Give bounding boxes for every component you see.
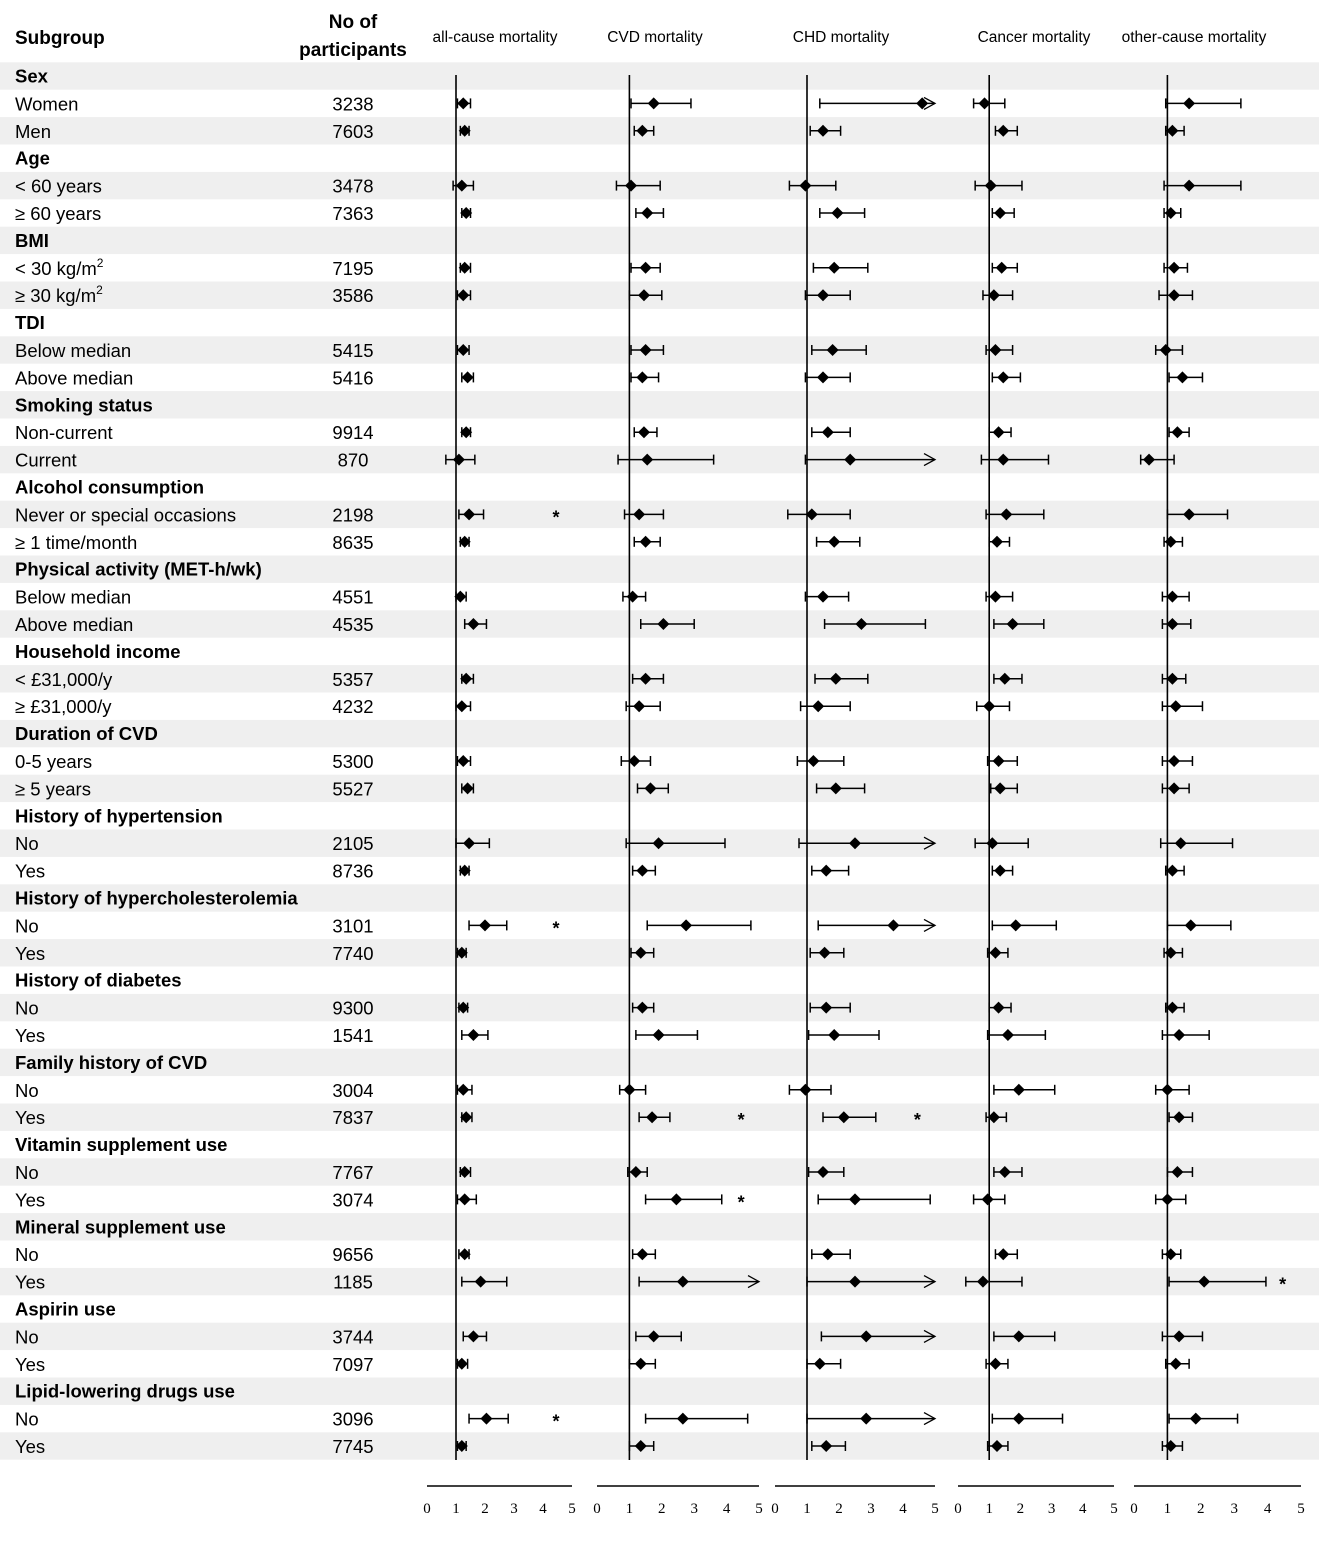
group-label: Duration of CVD xyxy=(15,723,158,745)
point-estimate xyxy=(989,1358,1001,1370)
participant-count: 4232 xyxy=(332,696,374,718)
subgroup-label: ≥ 60 years xyxy=(15,203,102,224)
point-estimate xyxy=(1161,1084,1173,1096)
point-estimate xyxy=(640,536,652,548)
point-estimate xyxy=(1173,1029,1185,1041)
point-estimate xyxy=(1013,1084,1025,1096)
point-estimate xyxy=(991,536,1003,548)
subgroup-label: ≥ £31,000/y xyxy=(15,696,112,718)
subgroup-label: No xyxy=(15,997,39,1019)
point-estimate xyxy=(993,426,1005,438)
outcome-header-3: Cancer mortality xyxy=(977,29,1091,46)
point-estimate xyxy=(828,536,840,548)
point-estimate xyxy=(1170,1358,1182,1370)
subgroup-label: ≥ 30 $kg/m^2$ xyxy=(15,283,103,307)
point-estimate xyxy=(1170,700,1182,712)
subgroup-label: ≥ 5 years xyxy=(15,778,91,800)
tick-label: 1 xyxy=(625,1501,634,1517)
point-estimate xyxy=(1002,1029,1014,1041)
subgroup-label: Non-current xyxy=(15,422,113,444)
point-estimate xyxy=(996,262,1008,274)
tick-label: 4 xyxy=(1079,1501,1087,1517)
subgroup-label: Yes xyxy=(15,1436,46,1457)
point-estimate xyxy=(648,97,660,109)
subgroup-label: Yes xyxy=(15,1189,46,1211)
point-estimate xyxy=(653,1029,665,1041)
subgroup-label: ≥ 1 time/month xyxy=(15,531,138,553)
participant-count: 2198 xyxy=(332,504,374,526)
point-estimate xyxy=(994,865,1006,877)
point-estimate xyxy=(670,1193,682,1205)
subgroup-label: No xyxy=(15,1079,39,1101)
group-label: Smoking status xyxy=(15,394,153,416)
point-estimate xyxy=(993,755,1005,767)
subgroup-label: < £31,000/y xyxy=(15,668,113,690)
participant-count: 4535 xyxy=(332,614,374,635)
interaction-asterisk: * xyxy=(737,1192,745,1213)
point-estimate xyxy=(457,97,469,109)
row-band xyxy=(0,720,1319,747)
point-estimate xyxy=(887,919,899,931)
subgroup-label: < 60 years xyxy=(15,175,102,197)
tick-label: 3 xyxy=(510,1501,518,1517)
tick-label: 4 xyxy=(539,1501,547,1517)
interaction-asterisk: * xyxy=(913,1110,921,1131)
group-label: Vitamin supplement use xyxy=(15,1134,228,1156)
row-band xyxy=(0,62,1319,89)
subgroup-label: No xyxy=(15,915,39,937)
point-estimate xyxy=(982,1193,994,1205)
point-estimate xyxy=(1165,1248,1177,1260)
participant-count: 7767 xyxy=(332,1162,374,1183)
subgroup-label: No xyxy=(15,1162,39,1183)
tick-label: 4 xyxy=(1263,1501,1272,1517)
point-estimate xyxy=(1183,97,1195,109)
participant-count: 9914 xyxy=(332,422,374,444)
tick-label: 5 xyxy=(1110,1501,1118,1517)
tick-label: 3 xyxy=(1047,1501,1056,1517)
subgroup-label: Below median xyxy=(15,586,132,608)
group-label: Family history of CVD xyxy=(15,1051,208,1073)
point-estimate xyxy=(641,207,653,219)
participant-count: 7603 xyxy=(332,120,374,142)
participant-count: 7097 xyxy=(332,1353,374,1375)
tick-label: 4 xyxy=(722,1501,731,1517)
point-estimate xyxy=(633,700,645,712)
tick-label: 2 xyxy=(1197,1501,1205,1517)
interaction-asterisk: * xyxy=(552,507,560,528)
tick-label: 0 xyxy=(423,1501,431,1517)
subgroup-label: No xyxy=(15,1244,39,1266)
tick-label: 1 xyxy=(985,1501,993,1517)
outcome-header-0: all-cause mortality xyxy=(432,29,558,46)
participant-count: 7745 xyxy=(332,1436,374,1457)
participant-count: 1541 xyxy=(332,1025,374,1046)
participant-count: 9656 xyxy=(332,1244,374,1266)
point-estimate xyxy=(1165,207,1177,219)
interaction-asterisk: * xyxy=(737,1110,745,1131)
point-estimate xyxy=(849,1193,861,1205)
participant-count: 5416 xyxy=(332,367,374,389)
subgroup-label: Men xyxy=(15,120,51,142)
row-band xyxy=(0,994,1319,1021)
outcome-header-2: CHD mortality xyxy=(792,29,890,46)
point-estimate xyxy=(1171,426,1183,438)
point-estimate xyxy=(1168,755,1180,767)
participant-count: 8736 xyxy=(332,860,374,882)
participant-count: 4551 xyxy=(332,586,374,608)
participant-count: 870 xyxy=(337,449,369,471)
row-band xyxy=(0,1158,1319,1185)
point-estimate xyxy=(983,700,995,712)
group-label: Age xyxy=(15,147,50,169)
point-estimate xyxy=(479,919,491,931)
tick-label: 0 xyxy=(954,1501,962,1517)
point-estimate xyxy=(989,591,1001,603)
participant-count: 7740 xyxy=(332,942,374,964)
subgroup-label: Below median xyxy=(15,340,132,361)
subgroup-header: Subgroup xyxy=(15,28,105,49)
tick-label: 2 xyxy=(658,1501,666,1517)
point-estimate xyxy=(459,1193,471,1205)
interaction-asterisk: * xyxy=(552,918,560,939)
point-estimate xyxy=(1176,371,1188,383)
subgroup-label: < 30 $kg/m^2$ xyxy=(15,255,104,279)
group-label: History of hypertension xyxy=(15,805,223,827)
point-estimate xyxy=(1013,1413,1025,1425)
point-estimate xyxy=(997,371,1009,383)
tick-label: 3 xyxy=(867,1501,875,1517)
point-estimate xyxy=(799,1084,811,1096)
outcome-header-1: CVD mortality xyxy=(607,29,703,46)
participant-count: 3074 xyxy=(332,1189,374,1211)
group-label: History of diabetes xyxy=(15,969,182,991)
participant-count: 3004 xyxy=(332,1079,374,1101)
interaction-asterisk: * xyxy=(1279,1274,1287,1295)
tick-label: 1 xyxy=(803,1501,811,1517)
point-estimate xyxy=(817,371,829,383)
group-label: Mineral supplement use xyxy=(15,1216,226,1238)
subgroup-label: Yes xyxy=(15,1025,46,1046)
tick-label: 2 xyxy=(835,1501,843,1517)
subgroup-label: Women xyxy=(15,93,79,115)
participant-count: 8635 xyxy=(332,531,374,553)
point-estimate xyxy=(1168,262,1180,274)
point-estimate xyxy=(640,262,652,274)
point-estimate xyxy=(480,1413,492,1425)
participant-count: 3586 xyxy=(332,285,374,307)
point-estimate xyxy=(462,371,474,383)
tick-label: 3 xyxy=(690,1501,698,1517)
point-estimate xyxy=(807,755,819,767)
tick-label: 5 xyxy=(1297,1501,1305,1517)
point-estimate xyxy=(456,700,468,712)
group-label: Sex xyxy=(15,65,48,87)
point-estimate xyxy=(820,865,832,877)
tick-label: 5 xyxy=(568,1501,576,1517)
point-estimate xyxy=(860,1413,872,1425)
participant-count: 2105 xyxy=(332,833,374,855)
subgroup-label: Current xyxy=(15,449,77,471)
subgroup-label: Never or special occasions xyxy=(15,504,237,526)
group-label: Physical activity (MET-h/wk) xyxy=(15,558,262,580)
point-estimate xyxy=(457,1084,469,1096)
point-estimate xyxy=(636,371,648,383)
subgroup-label: No xyxy=(15,1408,39,1430)
group-label: Household income xyxy=(15,640,181,662)
subgroup-label: Yes xyxy=(15,1271,46,1293)
participant-count: 3744 xyxy=(332,1326,374,1348)
point-estimate xyxy=(627,591,639,603)
point-estimate xyxy=(822,1248,834,1260)
point-estimate xyxy=(812,700,824,712)
group-label: Aspirin use xyxy=(15,1298,116,1320)
point-estimate xyxy=(677,1413,689,1425)
point-estimate xyxy=(623,1084,635,1096)
group-label: History of hypercholesterolemia xyxy=(15,887,298,909)
tick-label: 0 xyxy=(1130,1501,1138,1517)
subgroup-label: Yes xyxy=(15,942,46,964)
participants-header-line2: participants xyxy=(299,40,407,61)
outcome-header-4: other-cause mortality xyxy=(1121,29,1267,46)
row-band xyxy=(0,117,1319,144)
row-band xyxy=(0,227,1319,254)
participant-count: 5357 xyxy=(332,668,374,690)
point-estimate xyxy=(636,865,648,877)
point-estimate xyxy=(828,262,840,274)
participant-count: 5527 xyxy=(332,778,374,800)
subgroup-label: Yes xyxy=(15,860,46,882)
participant-count: 5300 xyxy=(332,751,374,772)
point-estimate xyxy=(1185,919,1197,931)
subgroup-label: No xyxy=(15,1326,39,1348)
point-estimate xyxy=(1166,865,1178,877)
subgroup-label: Yes xyxy=(15,1353,46,1375)
participant-count: 3238 xyxy=(332,93,374,115)
tick-label: 3 xyxy=(1230,1501,1238,1517)
point-estimate xyxy=(638,426,650,438)
group-label: Lipid-lowering drugs use xyxy=(15,1380,235,1402)
point-estimate xyxy=(822,426,834,438)
subgroup-label: Yes xyxy=(15,1107,46,1129)
tick-label: 1 xyxy=(1163,1501,1172,1517)
point-estimate xyxy=(1010,919,1022,931)
tick-label: 5 xyxy=(755,1501,763,1517)
point-estimate xyxy=(828,1029,840,1041)
participant-count: 1185 xyxy=(333,1271,373,1293)
point-estimate xyxy=(817,591,829,603)
group-label: Alcohol consumption xyxy=(15,476,205,498)
participant-count: 7363 xyxy=(332,203,374,224)
point-estimate xyxy=(680,919,692,931)
participant-count: 3096 xyxy=(332,1408,374,1430)
tick-label: 4 xyxy=(899,1501,907,1517)
interaction-asterisk: * xyxy=(552,1411,560,1432)
tick-label: 0 xyxy=(771,1501,779,1517)
tick-label: 2 xyxy=(481,1501,489,1517)
tick-label: 2 xyxy=(1016,1501,1025,1517)
point-estimate xyxy=(1165,536,1177,548)
participant-count: 9300 xyxy=(332,997,374,1019)
point-estimate xyxy=(994,207,1006,219)
point-estimate xyxy=(997,1248,1009,1260)
group-label: TDI xyxy=(15,312,45,334)
subgroup-label: Above median xyxy=(15,614,134,635)
point-estimate xyxy=(636,1248,648,1260)
tick-label: 0 xyxy=(593,1501,601,1517)
point-estimate xyxy=(467,1029,479,1041)
participant-count: 7837 xyxy=(332,1107,374,1129)
point-estimate xyxy=(1161,1193,1173,1205)
participant-count: 3478 xyxy=(332,175,374,197)
participant-count: 3101 xyxy=(332,915,374,937)
point-estimate xyxy=(814,1358,826,1370)
subgroup-label: 0-5 years xyxy=(15,751,93,772)
point-estimate xyxy=(457,755,469,767)
point-estimate xyxy=(831,207,843,219)
point-estimate xyxy=(1166,591,1178,603)
tick-label: 1 xyxy=(452,1501,460,1517)
tick-label: 5 xyxy=(931,1501,939,1517)
row-band xyxy=(0,1432,1319,1459)
participant-count: 5415 xyxy=(332,340,374,361)
subgroup-label: No xyxy=(15,833,39,855)
row-band xyxy=(0,939,1319,966)
point-estimate xyxy=(1190,1413,1202,1425)
point-estimate xyxy=(635,1358,647,1370)
participant-count: 7195 xyxy=(332,257,374,279)
row-band xyxy=(0,391,1319,418)
participants-header-line1: No of xyxy=(328,12,378,33)
group-label: BMI xyxy=(15,229,49,251)
subgroup-label: Above median xyxy=(15,367,134,389)
